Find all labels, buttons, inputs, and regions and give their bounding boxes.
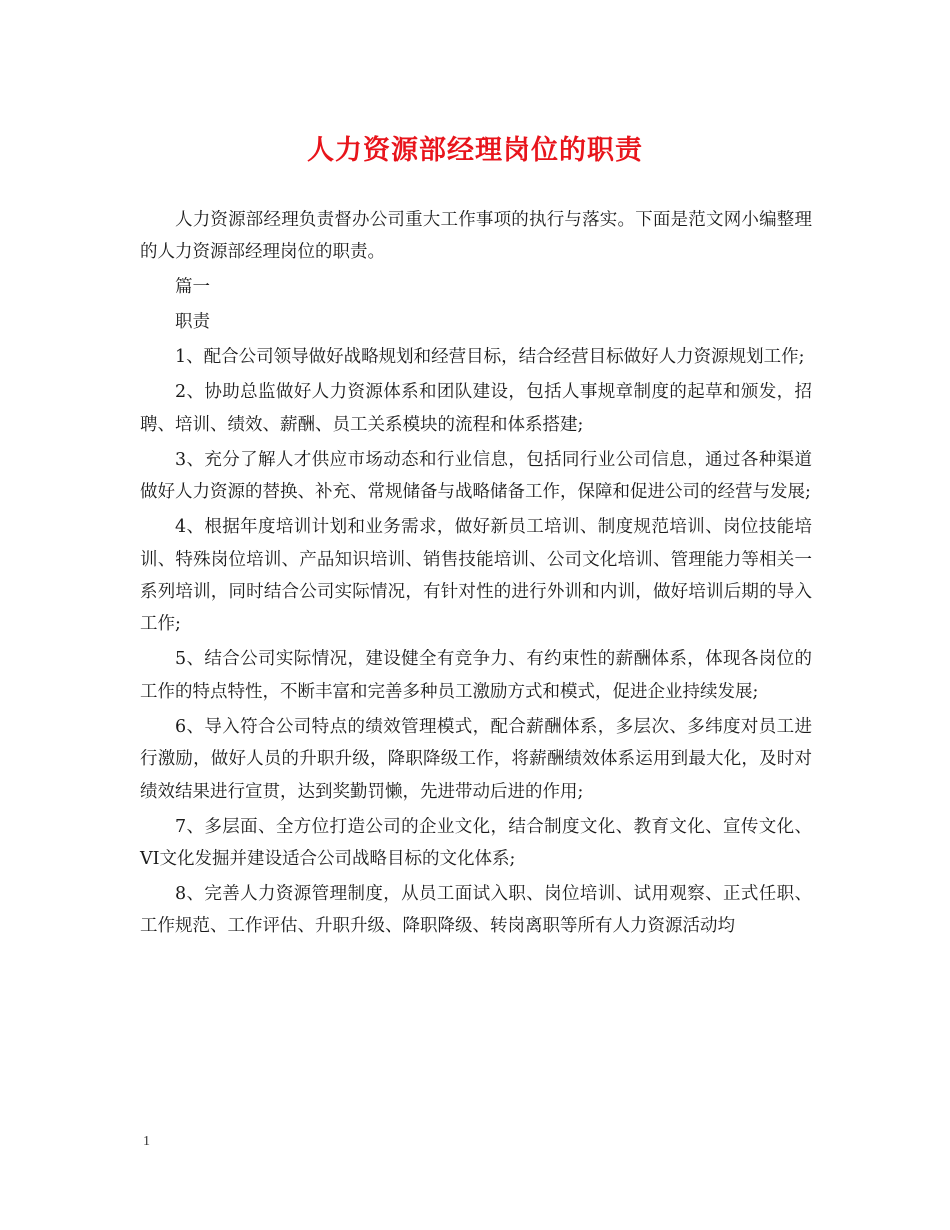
intro-paragraph: 人力资源部经理负责督办公司重大工作事项的执行与落实。下面是范文网小编整理的人力资源部经理岗位的职责。 bbox=[140, 210, 812, 263]
duty-item-7: 7、多层面、全方位打造公司的企业文化，结合制度文化、教育文化、宣传文化、VI文化发掘并建设适合公司战略目标的文化体系; bbox=[140, 816, 812, 870]
document-body bbox=[140, 204, 812, 945]
duty-item-4: 4、根据年度培训计划和业务需求，做好新员工培训、制度规范培训、岗位技能培训、特殊岗位培训、产品知识培训、销售技能培训、公司文化培训、管理能力等相关一系列培训，同时结合公司实际情况，有针对性的进行外训和内训，做好培训后期的导入工作; bbox=[140, 517, 812, 635]
duty-item-2: 2、协助总监做好人力资源体系和团队建设，包括人事规章制度的起草和颁发，招聘、培训、绩效、薪酬、员工关系模块的流程和体系搭建; bbox=[140, 382, 812, 435]
duty-item-8: 8、完善人力资源管理制度，从员工面试入职、岗位培训、试用观察、正式任职、工作规范、工作评估、升职升级、降职降级、转岗离职等所有人力资源活动均 bbox=[140, 884, 812, 937]
duty-item-1: 1、配合公司领导做好战略规划和经营目标，结合经营目标做好人力资源规划工作; bbox=[175, 347, 805, 368]
duty-item-5: 5、结合公司实际情况，建设健全有竞争力、有约束性的薪酬体系，体现各岗位的工作的特点特性，不断丰富和完善多种员工激励方式和模式，促进企业持续发展; bbox=[140, 649, 812, 702]
duty-item-3: 3、充分了解人才供应市场动态和行业信息，包括同行业公司信息，通过各种渠道做好人力资源的替换、补充、常规储备与战略储备工作，保障和促进公司的经营与发展; bbox=[140, 449, 812, 503]
document-title: 人力资源部经理岗位的职责 bbox=[307, 135, 643, 166]
duty-item-6: 6、导入符合公司特点的绩效管理模式，配合薪酬体系，多层次、多纬度对员工进行激励，做好人员的升职升级，降职降级工作，将薪酬绩效体系运用到最大化，及时对绩效结果进行宣贯，达到奖勤罚懒，先进带动后进的作用; bbox=[140, 716, 812, 802]
page-number: 1 bbox=[143, 1134, 150, 1149]
section-heading: 篇一 bbox=[175, 277, 210, 298]
subsection-heading: 职责 bbox=[175, 312, 210, 333]
